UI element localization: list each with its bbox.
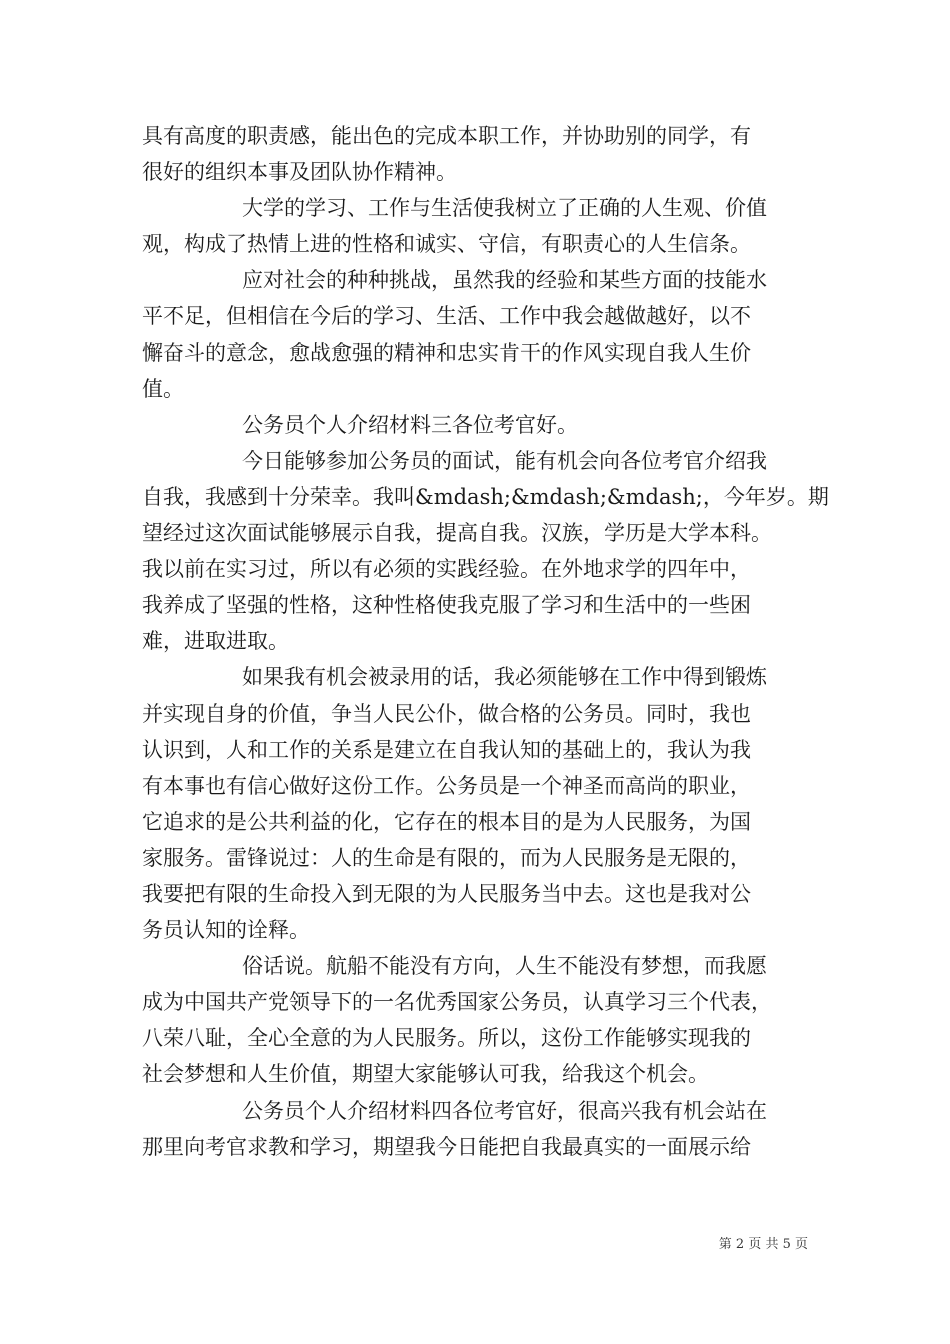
text-line: 观，构成了热情上进的性格和诚实、守信，有职责心的人生信条。 bbox=[142, 232, 751, 257]
text-line: 务员认知的诠释。 bbox=[142, 918, 310, 943]
text-line: 自我，我感到十分荣幸。我叫&mdash;&mdash;&mdash;，今年岁。期 bbox=[142, 484, 829, 509]
paragraph-p7 bbox=[142, 948, 822, 1092]
text-line: 懈奋斗的意念，愈战愈强的精神和忠实肯干的作风实现自我人生价 bbox=[142, 340, 751, 365]
paragraph-p8 bbox=[142, 1093, 822, 1165]
text-line: 很好的组织本事及团队协作精神。 bbox=[142, 160, 457, 185]
text-line: 那里向考官求教和学习，期望我今日能把自我最真实的一面展示给 bbox=[142, 1134, 751, 1159]
paragraph-p2 bbox=[142, 190, 822, 262]
text-line: 家服务。雷锋说过：人的生命是有限的，而为人民服务是无限的， bbox=[142, 845, 751, 870]
text-line: 应对社会的种种挑战，虽然我的经验和某些方面的技能水 bbox=[242, 268, 767, 293]
text-line: 如果我有机会被录用的话，我必须能够在工作中得到锻炼 bbox=[242, 665, 767, 690]
document-body bbox=[142, 118, 829, 1165]
page-number-footer: 第 2 页 共 5 页 bbox=[718, 1237, 808, 1252]
paragraph-p6 bbox=[142, 659, 822, 948]
text-line: 望经过这次面试能够展示自我，提高自我。汉族，学历是大学本科。 bbox=[142, 521, 772, 546]
text-line: 具有高度的职责感，能出色的完成本职工作，并协助别的同学，有 bbox=[142, 124, 751, 148]
text-line: 平不足，但相信在今后的学习、生活、工作中我会越做越好，以不 bbox=[142, 304, 751, 329]
text-line: 公务员个人介绍材料四各位考官好，很高兴我有机会站在 bbox=[242, 1098, 767, 1123]
text-line: 公务员个人介绍材料三各位考官好。 bbox=[242, 412, 578, 437]
text-line: 我养成了坚强的性格，这种性格使我克服了学习和生活中的一些困 bbox=[142, 593, 751, 618]
text-line: 成为中国共产党领导下的一名优秀国家公务员，认真学习三个代表， bbox=[142, 990, 772, 1015]
text-line: 社会梦想和人生价值，期望大家能够认可我，给我这个机会。 bbox=[142, 1062, 709, 1087]
text-line: 大学的学习、工作与生活使我树立了正确的人生观、价值 bbox=[242, 196, 767, 221]
paragraph-p1 bbox=[142, 118, 822, 190]
text-line: 它追求的是公共利益的化，它存在的根本目的是为人民服务，为国 bbox=[142, 809, 751, 834]
text-line: 认识到，人和工作的关系是建立在自我认知的基础上的，我认为我 bbox=[142, 737, 751, 762]
text-line: 俗话说。航船不能没有方向，人生不能没有梦想，而我愿 bbox=[242, 954, 767, 979]
text-line: 八荣八耻，全心全意的为人民服务。所以，这份工作能够实现我的 bbox=[142, 1026, 751, 1051]
paragraph-p5 bbox=[142, 443, 829, 660]
text-line: 值。 bbox=[142, 376, 184, 401]
text-line: 我要把有限的生命投入到无限的为人民服务当中去。这也是我对公 bbox=[142, 881, 751, 906]
text-line: 并实现自身的价值，争当人民公仆，做合格的公务员。同时，我也 bbox=[142, 701, 751, 726]
paragraph-p4 bbox=[142, 407, 822, 443]
text-line: 今日能够参加公务员的面试，能有机会向各位考官介绍我 bbox=[242, 448, 767, 473]
text-line: 难，进取进取。 bbox=[142, 629, 289, 654]
paragraph-p3 bbox=[142, 262, 822, 406]
text-line: 我以前在实习过，所以有必须的实践经验。在外地求学的四年中， bbox=[142, 557, 751, 582]
text-line: 有本事也有信心做好这份工作。公务员是一个神圣而高尚的职业， bbox=[142, 773, 751, 798]
